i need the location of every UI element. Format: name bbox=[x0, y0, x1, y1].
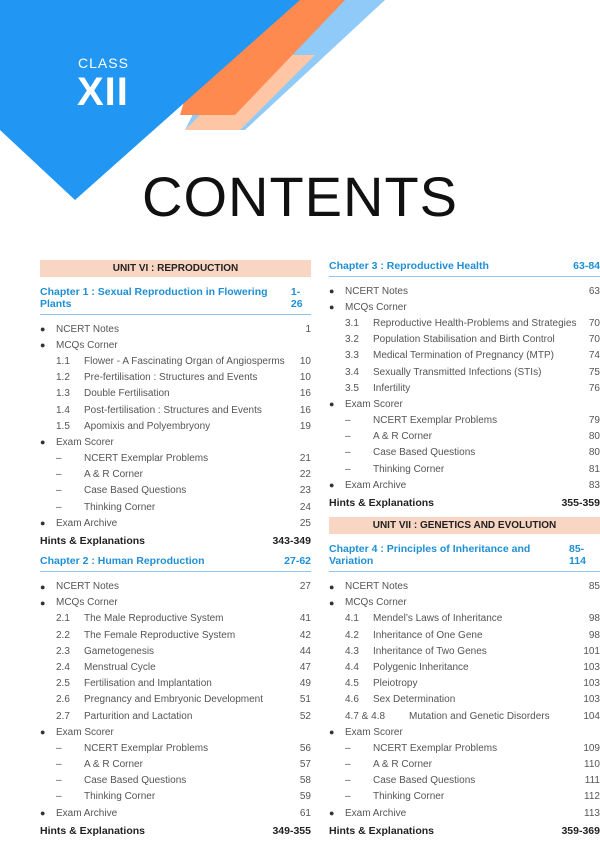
toc-row[interactable]: – Thinking Corner 24 bbox=[56, 501, 311, 513]
toc-row[interactable]: 4.6 Sex Determination 103 bbox=[345, 694, 600, 706]
hints-row[interactable]: Hints & Explanations 359-369 bbox=[329, 825, 600, 838]
toc-row[interactable]: – Case Based Questions 80 bbox=[345, 447, 600, 459]
bullet-icon: ● bbox=[329, 597, 335, 608]
toc-row[interactable]: – Case Based Questions 23 bbox=[56, 485, 311, 497]
toc-row[interactable]: 1.1 Flower - A Fascinating Organ of Angiosperms 10 bbox=[56, 355, 311, 367]
toc-row[interactable]: – Thinking Corner 112 bbox=[345, 791, 600, 803]
toc-row: ● Exam Scorer bbox=[40, 436, 114, 448]
class-label: CLASS bbox=[78, 55, 129, 71]
toc-row[interactable]: – NCERT Exemplar Problems 21 bbox=[56, 453, 311, 465]
toc-row[interactable]: – NCERT Exemplar Problems 56 bbox=[56, 742, 311, 754]
toc-row[interactable]: ● NCERT Notes 85 bbox=[329, 581, 600, 593]
toc-row[interactable]: – NCERT Exemplar Problems 109 bbox=[345, 742, 600, 754]
toc-row[interactable]: 3.2 Population Stabilisation and Birth Control 70 bbox=[345, 334, 600, 346]
toc-row[interactable]: – NCERT Exemplar Problems 79 bbox=[345, 415, 600, 427]
toc-row[interactable]: 1.3 Double Fertilisation 16 bbox=[56, 388, 311, 400]
toc-row[interactable]: – A & R Corner 57 bbox=[56, 759, 311, 771]
hints-row[interactable]: Hints & Explanations 355-359 bbox=[329, 497, 600, 510]
toc-row[interactable]: ● Exam Archive 83 bbox=[329, 479, 600, 491]
toc-row[interactable]: 1.5 Apomixis and Polyembryony 19 bbox=[56, 420, 311, 432]
bullet-icon: ● bbox=[40, 597, 46, 608]
toc-row[interactable]: ● NCERT Notes 1 bbox=[40, 323, 311, 335]
chapter-pages: 85-114 bbox=[568, 543, 586, 568]
toc-row[interactable]: 4.2 Inheritance of One Gene 98 bbox=[345, 629, 600, 641]
toc-row[interactable]: – A & R Corner 80 bbox=[345, 431, 600, 443]
chapter-pages: 1-26 bbox=[290, 286, 303, 310]
toc-row[interactable]: 2.5 Fertilisation and Implantation 49 bbox=[56, 678, 311, 690]
toc-row[interactable]: 3.4 Sexually Transmitted Infections (STIs) 75 bbox=[345, 366, 600, 378]
toc-row[interactable]: ● NCERT Notes 63 bbox=[329, 285, 600, 297]
bullet-icon: ● bbox=[40, 340, 46, 351]
bullet-icon: ● bbox=[40, 808, 46, 819]
toc-row[interactable]: 1.4 Post-fertilisation : Structures and Events 16 bbox=[56, 404, 311, 416]
chapter-heading[interactable] bbox=[329, 543, 600, 572]
bullet-icon: ● bbox=[329, 286, 335, 297]
toc-row[interactable]: ● Exam Archive 25 bbox=[40, 517, 311, 529]
bullet-icon: ● bbox=[329, 808, 335, 819]
bullet-icon: ● bbox=[329, 399, 335, 410]
toc-row[interactable]: – Case Based Questions 58 bbox=[56, 775, 311, 787]
chapter-heading[interactable] bbox=[40, 555, 311, 572]
toc-row: ● MCQs Corner bbox=[40, 339, 118, 351]
bullet-icon: ● bbox=[40, 581, 46, 592]
chapter-heading[interactable] bbox=[40, 286, 311, 315]
toc-row[interactable]: 3.5 Infertility 76 bbox=[345, 382, 600, 394]
toc-row[interactable]: – Thinking Corner 59 bbox=[56, 791, 311, 803]
toc-row[interactable]: 2.1 The Male Reproductive System 41 bbox=[56, 613, 311, 625]
chapter-heading[interactable] bbox=[329, 260, 600, 277]
toc-row[interactable]: 3.3 Medical Termination of Pregnancy (MTP) 74 bbox=[345, 350, 600, 362]
toc-row[interactable]: 4.3 Inheritance of Two Genes 101 bbox=[345, 645, 600, 657]
toc-row[interactable]: 2.7 Parturition and Lactation 52 bbox=[56, 710, 311, 722]
unit-header: UNIT VI : REPRODUCTION bbox=[40, 260, 311, 277]
bullet-icon: ● bbox=[329, 302, 335, 313]
toc-row: ● MCQs Corner bbox=[329, 597, 407, 609]
toc-row: ● MCQs Corner bbox=[40, 597, 118, 609]
toc-row[interactable]: 2.2 The Female Reproductive System 42 bbox=[56, 629, 311, 641]
toc-row: ● MCQs Corner bbox=[329, 301, 407, 313]
left-column bbox=[40, 260, 311, 845]
unit-header: UNIT VII : GENETICS AND EVOLUTION bbox=[329, 517, 600, 534]
toc-row[interactable]: – Thinking Corner 81 bbox=[345, 463, 600, 475]
toc-row[interactable]: – Case Based Questions 111 bbox=[345, 775, 600, 787]
bullet-icon: ● bbox=[329, 727, 335, 738]
chapter-title: Chapter 2 : Human Reproduction bbox=[40, 555, 205, 568]
toc-row[interactable]: 3.1 Reproductive Health-Problems and Strategies 70 bbox=[345, 317, 600, 329]
toc-row[interactable]: – A & R Corner 22 bbox=[56, 469, 311, 481]
toc-row: ● Exam Scorer bbox=[329, 726, 403, 738]
toc-row[interactable]: 1.2 Pre-fertilisation : Structures and Events 10 bbox=[56, 372, 311, 384]
bullet-icon: ● bbox=[40, 437, 46, 448]
toc-row[interactable]: 4.5 Pleiotropy 103 bbox=[345, 678, 600, 690]
toc-row[interactable]: ● Exam Archive 61 bbox=[40, 807, 311, 819]
bullet-icon: ● bbox=[40, 518, 46, 529]
toc-row[interactable]: 2.4 Menstrual Cycle 47 bbox=[56, 661, 311, 673]
toc-row[interactable]: – A & R Corner 110 bbox=[345, 759, 600, 771]
chapter-title: Chapter 1 : Sexual Reproduction in Flowering Plants bbox=[40, 286, 268, 310]
bullet-icon: ● bbox=[40, 324, 46, 335]
class-number: XII bbox=[77, 70, 129, 114]
toc-row[interactable]: 2.6 Pregnancy and Embryonic Development 51 bbox=[56, 694, 311, 706]
toc-row: ● Exam Scorer bbox=[40, 726, 114, 738]
toc-row[interactable]: 4.7 & 4.8 Mutation and Genetic Disorders 104 bbox=[345, 710, 600, 722]
bullet-icon: ● bbox=[40, 727, 46, 738]
chapter-pages: 63-84 bbox=[573, 260, 600, 272]
bullet-icon: ● bbox=[329, 581, 335, 592]
bullet-icon: ● bbox=[329, 480, 335, 491]
toc-row: ● Exam Scorer bbox=[329, 398, 403, 410]
chapter-pages: 27-62 bbox=[284, 555, 311, 568]
hints-row[interactable]: Hints & Explanations 349-355 bbox=[40, 825, 311, 838]
hints-row[interactable]: Hints & Explanations 343-349 bbox=[40, 535, 311, 548]
toc-row[interactable]: ● Exam Archive 113 bbox=[329, 807, 600, 819]
chapter-title: Chapter 4 : Principles of Inheritance and Variation bbox=[329, 543, 531, 568]
toc-row[interactable]: 2.3 Gametogenesis 44 bbox=[56, 645, 311, 657]
toc-row[interactable]: 4.4 Polygenic Inheritance 103 bbox=[345, 661, 600, 673]
page-title: CONTENTS bbox=[142, 165, 458, 228]
chapter-title: Chapter 3 : Reproductive Health bbox=[329, 260, 489, 272]
toc-row[interactable]: 4.1 Mendel’s Laws of Inheritance 98 bbox=[345, 613, 600, 625]
right-column bbox=[329, 260, 600, 845]
toc-row[interactable]: ● NCERT Notes 27 bbox=[40, 581, 311, 593]
